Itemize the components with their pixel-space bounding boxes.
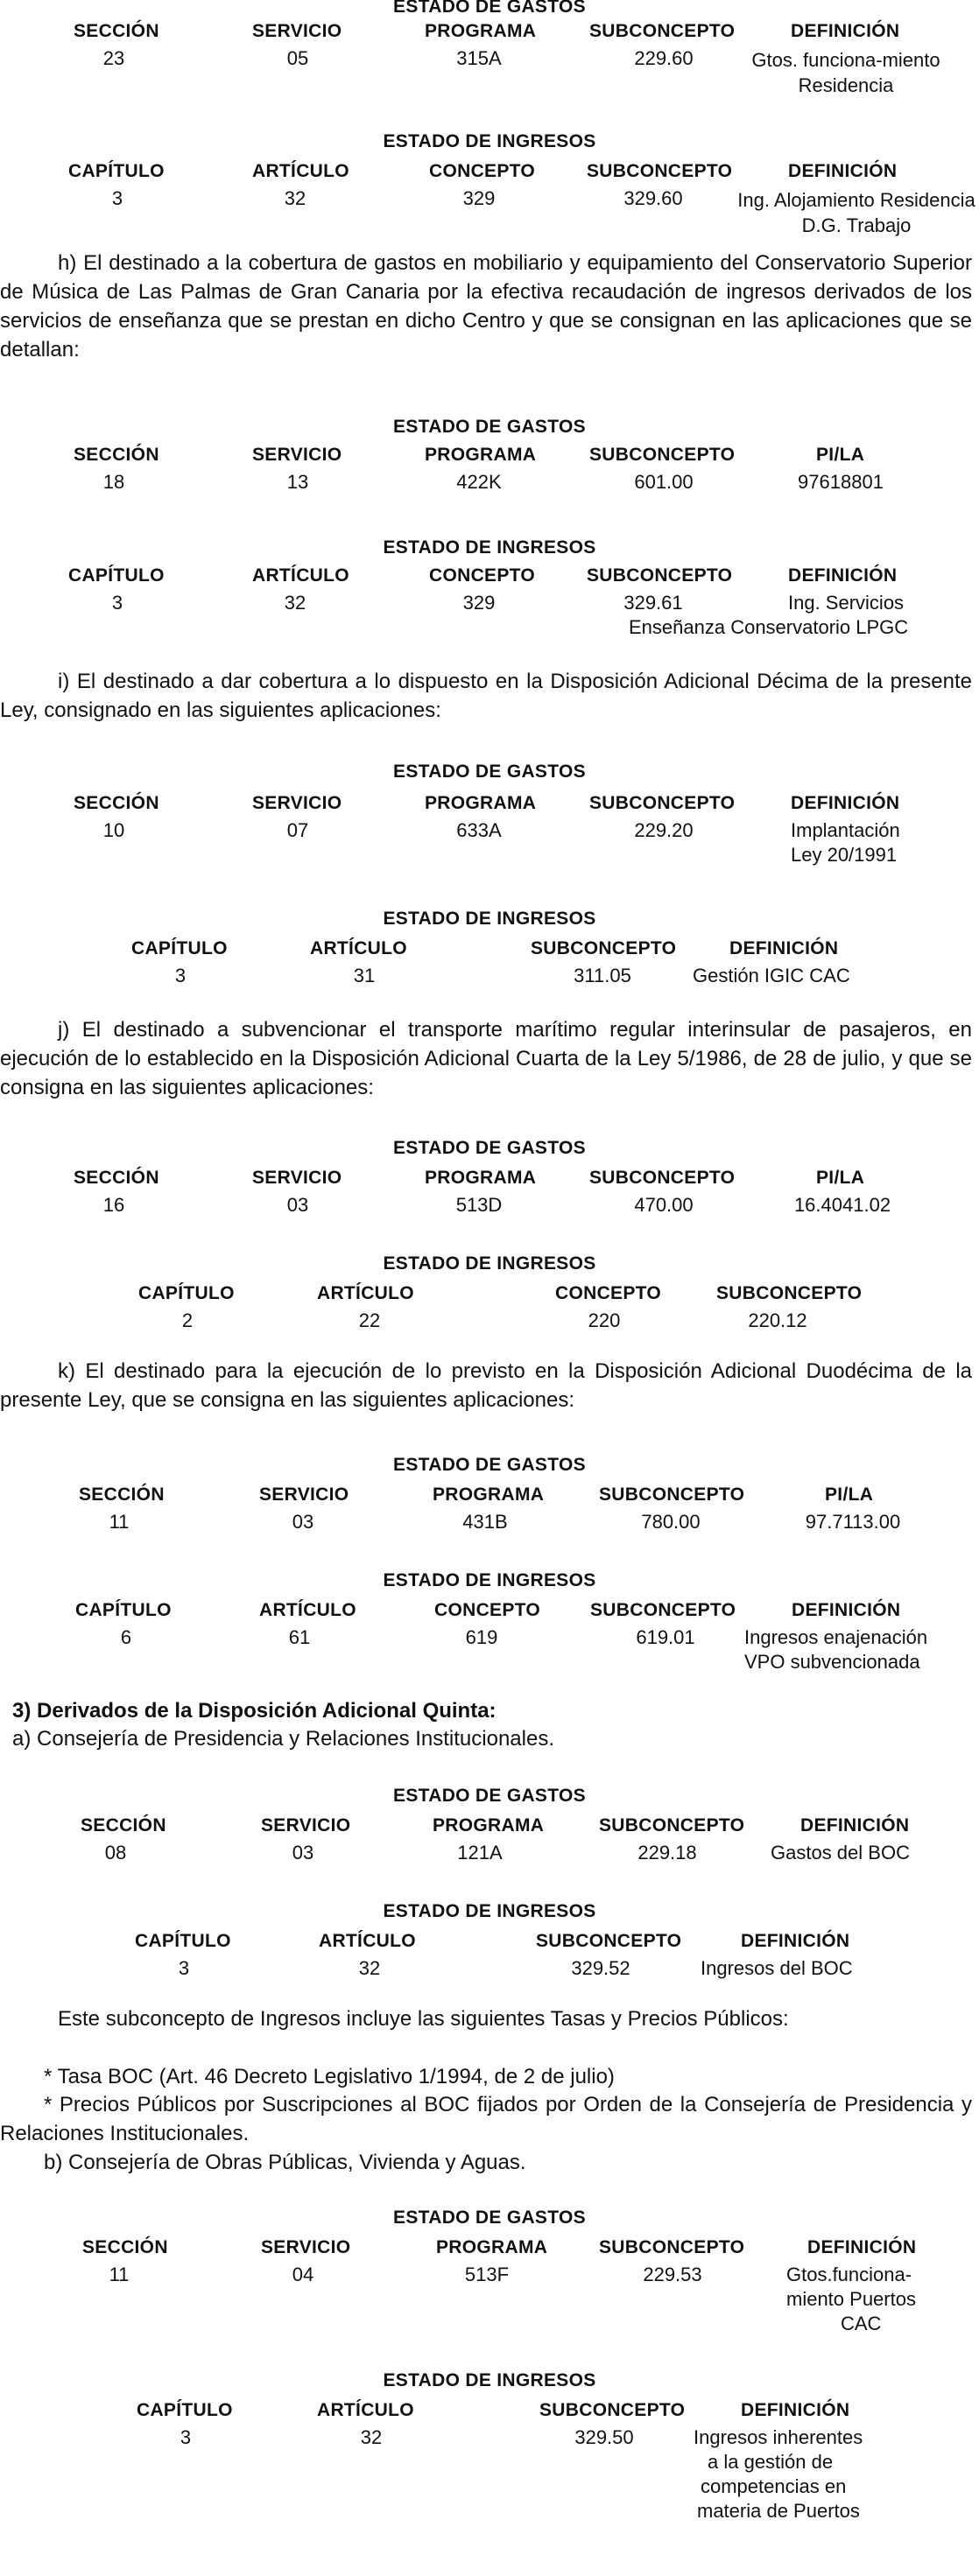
estado-ingresos-title: ESTADO DE INGRESOS xyxy=(383,2370,596,2390)
value-pila: 16.4041.02 xyxy=(793,1194,891,1216)
value-servicio: 04 xyxy=(292,2264,314,2285)
value-definicion-cont: a la gestión de xyxy=(708,2451,834,2473)
value-articulo: 32 xyxy=(284,592,306,614)
header-servicio: SERVICIO xyxy=(252,21,342,41)
header-seccion: SECCIÓN xyxy=(82,2237,168,2257)
paragraph-a: a) Consejería de Presidencia y Relaciones Institucionales. xyxy=(12,1727,554,1751)
value-subconcepto: 470.00 xyxy=(634,1194,694,1216)
value-definicion: Ingresos inherentes xyxy=(694,2426,863,2448)
header-subconcepto: SUBCONCEPTO xyxy=(531,938,677,958)
value-subconcepto: 780.00 xyxy=(641,1511,701,1533)
header-pila: PI/LA xyxy=(816,1168,865,1188)
header-subconcepto: SUBCONCEPTO xyxy=(536,1931,682,1951)
value-servicio: 03 xyxy=(292,1842,314,1864)
value-capitulo: 2 xyxy=(181,1309,194,1331)
value-seccion: 11 xyxy=(109,1511,130,1533)
header-capitulo: CAPÍTULO xyxy=(68,565,165,586)
value-subconcepto: 229.53 xyxy=(643,2264,702,2285)
header-definicion: DEFINICIÓN xyxy=(741,2400,850,2420)
value-subconcepto: 329.60 xyxy=(623,187,683,209)
header-capitulo: CAPÍTULO xyxy=(75,1600,172,1620)
heading-section-3: 3) Derivados de la Disposición Adicional Quinta: xyxy=(12,1699,497,1723)
value-subconcepto: 229.20 xyxy=(634,819,694,841)
value-capitulo: 3 xyxy=(111,187,123,209)
header-seccion: SECCIÓN xyxy=(74,445,159,465)
header-seccion: SECCIÓN xyxy=(81,1815,166,1835)
value-concepto: 220 xyxy=(588,1309,621,1331)
header-definicion: DEFINICIÓN xyxy=(791,21,900,41)
paragraph-j: j) El destinado a subvencionar el transporte marítimo regular interinsular de pasajeros, en ejecución de lo establecido en la Disposición Adicional Cuarta de la Ley 5/1986, de 28 de julio, y que se consigna en las siguientes aplicaciones: xyxy=(0,1018,972,1099)
estado-gastos-title: ESTADO DE GASTOS xyxy=(393,417,586,437)
header-seccion: SECCIÓN xyxy=(74,21,159,41)
value-subconcepto: 619.01 xyxy=(636,1626,695,1648)
header-servicio: SERVICIO xyxy=(259,1485,349,1505)
header-capitulo: CAPÍTULO xyxy=(138,1283,235,1303)
header-concepto: CONCEPTO xyxy=(555,1283,662,1303)
value-definicion-cont: materia de Puertos xyxy=(697,2500,860,2522)
value-subconcepto: 229.18 xyxy=(637,1842,697,1864)
paragraph-i: i) El destinado a dar cobertura a lo dispuesto en la Disposición Adicional Décima de la presente Ley, consignado en las siguientes aplicaciones: xyxy=(0,670,972,722)
estado-gastos-title: ESTADO DE GASTOS xyxy=(393,2207,586,2228)
value-articulo: 22 xyxy=(358,1309,381,1331)
header-programa: PROGRAMA xyxy=(433,1815,545,1835)
header-subconcepto: SUBCONCEPTO xyxy=(599,1485,745,1505)
value-seccion: 18 xyxy=(102,471,125,493)
header-definicion: DEFINICIÓN xyxy=(791,793,900,813)
value-pila: 97.7113.00 xyxy=(805,1511,901,1533)
value-definicion: Ingresos del BOC xyxy=(701,1957,853,1979)
estado-gastos-title: ESTADO DE GASTOS xyxy=(393,0,586,17)
estado-gastos-title: ESTADO DE GASTOS xyxy=(393,762,586,782)
value-capitulo: 6 xyxy=(120,1626,132,1648)
value-subconcepto: 229.60 xyxy=(634,47,694,69)
estado-ingresos-title: ESTADO DE INGRESOS xyxy=(383,537,596,558)
header-articulo: ARTÍCULO xyxy=(259,1600,356,1620)
value-programa: 431B xyxy=(462,1511,508,1533)
header-concepto: CONCEPTO xyxy=(429,161,536,181)
value-capitulo: 3 xyxy=(111,592,123,614)
paragraph-b: b) Consejería de Obras Públicas, Vivienda y Aguas. xyxy=(44,2151,526,2174)
value-servicio: 03 xyxy=(292,1511,314,1533)
value-subconcepto: 329.50 xyxy=(574,2426,634,2448)
header-programa: PROGRAMA xyxy=(436,2237,548,2257)
value-articulo: 32 xyxy=(284,187,306,209)
header-articulo: ARTÍCULO xyxy=(310,938,407,958)
header-servicio: SERVICIO xyxy=(252,445,342,465)
value-programa: 422K xyxy=(456,471,502,493)
header-subconcepto: SUBCONCEPTO xyxy=(587,565,733,586)
value-definicion: Gtos.funciona- xyxy=(786,2264,912,2285)
estado-gastos-title: ESTADO DE GASTOS xyxy=(393,1786,586,1806)
value-seccion: 10 xyxy=(102,819,125,841)
value-programa: 513F xyxy=(464,2264,510,2285)
header-programa: PROGRAMA xyxy=(425,445,537,465)
header-articulo: ARTÍCULO xyxy=(252,565,349,586)
header-programa: PROGRAMA xyxy=(425,793,537,813)
estado-gastos-title: ESTADO DE GASTOS xyxy=(393,1138,586,1158)
value-definicion-cont: CAC xyxy=(841,2313,882,2334)
header-seccion: SECCIÓN xyxy=(74,1168,159,1188)
header-seccion: SECCIÓN xyxy=(74,793,159,813)
header-programa: PROGRAMA xyxy=(433,1485,545,1505)
value-subconcepto: 601.00 xyxy=(634,471,694,493)
value-subconcepto: 329.61 xyxy=(623,592,683,614)
paragraph-este: Este subconcepto de Ingresos incluye las siguientes Tasas y Precios Públicos: xyxy=(58,2007,789,2031)
paragraph-h: h) El destinado a la cobertura de gastos en mobiliario y equipamiento del Conservatorio Superior de Música de Las Palmas de Gran Canaria por la efectiva recaudación de ingresos derivados de los servicios de enseñanza que se prestan en dicho Centro y que se consignan en las aplicaciones que se detallan: xyxy=(0,251,972,361)
estado-gastos-title: ESTADO DE GASTOS xyxy=(393,1455,586,1475)
header-capitulo: CAPÍTULO xyxy=(68,161,165,181)
header-subconcepto: SUBCONCEPTO xyxy=(587,161,733,181)
header-subconcepto: SUBCONCEPTO xyxy=(539,2400,686,2420)
value-programa: 315A xyxy=(456,47,502,69)
value-seccion: 23 xyxy=(102,47,125,69)
estado-ingresos-title: ESTADO DE INGRESOS xyxy=(383,909,596,929)
header-seccion: SECCIÓN xyxy=(79,1485,165,1505)
header-articulo: ARTÍCULO xyxy=(317,2400,414,2420)
estado-ingresos-title: ESTADO DE INGRESOS xyxy=(383,1901,596,1921)
value-seccion: 08 xyxy=(104,1842,127,1864)
value-programa: 633A xyxy=(456,819,502,841)
value-definicion-cont: VPO subvencionada xyxy=(744,1651,920,1673)
value-seccion: 16 xyxy=(102,1194,125,1216)
value-servicio: 07 xyxy=(286,819,309,841)
value-programa: 513D xyxy=(455,1194,503,1216)
value-definicion: Gestión IGIC CAC xyxy=(693,965,850,986)
estado-ingresos-title: ESTADO DE INGRESOS xyxy=(383,1570,596,1590)
bullet-tasa-boc: * Tasa BOC (Art. 46 Decreto Legislativo 1/1994, de 2 de julio) xyxy=(44,2065,615,2088)
header-definicion: DEFINICIÓN xyxy=(807,2237,917,2257)
value-programa: 121A xyxy=(457,1842,503,1864)
header-subconcepto: SUBCONCEPTO xyxy=(589,793,736,813)
header-programa: PROGRAMA xyxy=(425,21,537,41)
header-definicion: DEFINICIÓN xyxy=(792,1600,901,1620)
header-definicion: DEFINICIÓN xyxy=(800,1815,910,1835)
header-articulo: ARTÍCULO xyxy=(317,1283,414,1303)
header-subconcepto: SUBCONCEPTO xyxy=(599,2237,745,2257)
header-definicion: DEFINICIÓN xyxy=(729,938,839,958)
bullet-precios-publicos: * Precios Públicos por Suscripciones al BOC fijados por Orden de la Consejería de Presidencia y Relaciones Institucionales. xyxy=(0,2093,972,2145)
value-definicion: Ing. Servicios xyxy=(788,592,905,614)
value-definicion: Ing. Alojamiento Residencia D.G. Trabajo xyxy=(737,189,975,236)
header-pila: PI/LA xyxy=(816,445,865,465)
value-definicion: Ingresos enajenación xyxy=(744,1626,928,1648)
header-servicio: SERVICIO xyxy=(261,2237,351,2257)
header-servicio: SERVICIO xyxy=(252,793,342,813)
value-definicion: Gtos. funciona-miento Residencia xyxy=(751,49,940,96)
value-subconcepto: 220.12 xyxy=(748,1309,807,1331)
value-definicion: Gastos del BOC xyxy=(771,1842,910,1864)
value-capitulo: 3 xyxy=(180,2426,192,2448)
header-servicio: SERVICIO xyxy=(252,1168,342,1188)
header-concepto: CONCEPTO xyxy=(434,1600,541,1620)
value-definicion-cont: competencias en xyxy=(701,2475,847,2497)
header-definicion: DEFINICIÓN xyxy=(741,1931,850,1951)
header-definicion: DEFINICIÓN xyxy=(788,565,898,586)
value-servicio: 13 xyxy=(286,471,309,493)
value-subconcepto: 329.52 xyxy=(571,1957,630,1979)
estado-ingresos-title: ESTADO DE INGRESOS xyxy=(383,1253,596,1274)
value-seccion: 11 xyxy=(109,2264,130,2285)
header-subconcepto: SUBCONCEPTO xyxy=(589,21,736,41)
estado-ingresos-title: ESTADO DE INGRESOS xyxy=(383,131,596,151)
header-subconcepto: SUBCONCEPTO xyxy=(590,1600,736,1620)
value-capitulo: 3 xyxy=(178,1957,190,1979)
value-articulo: 61 xyxy=(288,1626,311,1648)
header-servicio: SERVICIO xyxy=(261,1815,351,1835)
value-concepto: 329 xyxy=(462,592,496,614)
value-concepto: 619 xyxy=(465,1626,498,1648)
header-capitulo: CAPÍTULO xyxy=(137,2400,233,2420)
header-articulo: ARTÍCULO xyxy=(319,1931,416,1951)
header-definicion: DEFINICIÓN xyxy=(788,161,898,181)
value-articulo: 31 xyxy=(353,965,376,986)
value-servicio: 05 xyxy=(286,47,309,69)
value-capitulo: 3 xyxy=(174,965,187,986)
header-capitulo: CAPÍTULO xyxy=(135,1931,231,1951)
value-definicion-cont: Ley 20/1991 xyxy=(791,844,898,866)
header-programa: PROGRAMA xyxy=(425,1168,537,1188)
value-pila: 97618801 xyxy=(798,471,884,493)
value-definicion-cont: miento Puertos xyxy=(786,2288,916,2310)
header-subconcepto: SUBCONCEPTO xyxy=(589,1168,736,1188)
header-pila: PI/LA xyxy=(825,1485,874,1505)
header-subconcepto: SUBCONCEPTO xyxy=(599,1815,745,1835)
value-articulo: 32 xyxy=(358,1957,381,1979)
value-servicio: 03 xyxy=(286,1194,309,1216)
header-concepto: CONCEPTO xyxy=(429,565,536,586)
value-concepto: 329 xyxy=(462,187,496,209)
header-subconcepto: SUBCONCEPTO xyxy=(589,445,736,465)
header-subconcepto: SUBCONCEPTO xyxy=(716,1283,863,1303)
value-subconcepto: 311.05 xyxy=(574,965,631,986)
paragraph-k: k) El destinado para la ejecución de lo previsto en la Disposición Adicional Duodécima de la presente Ley, que se consigna en las siguientes aplicaciones: xyxy=(0,1359,972,1412)
header-capitulo: CAPÍTULO xyxy=(131,938,228,958)
header-articulo: ARTÍCULO xyxy=(252,161,349,181)
value-articulo: 32 xyxy=(360,2426,383,2448)
value-definicion: Implantación xyxy=(791,819,900,841)
value-definicion-cont: Enseñanza Conservatorio LPGC xyxy=(629,616,909,638)
